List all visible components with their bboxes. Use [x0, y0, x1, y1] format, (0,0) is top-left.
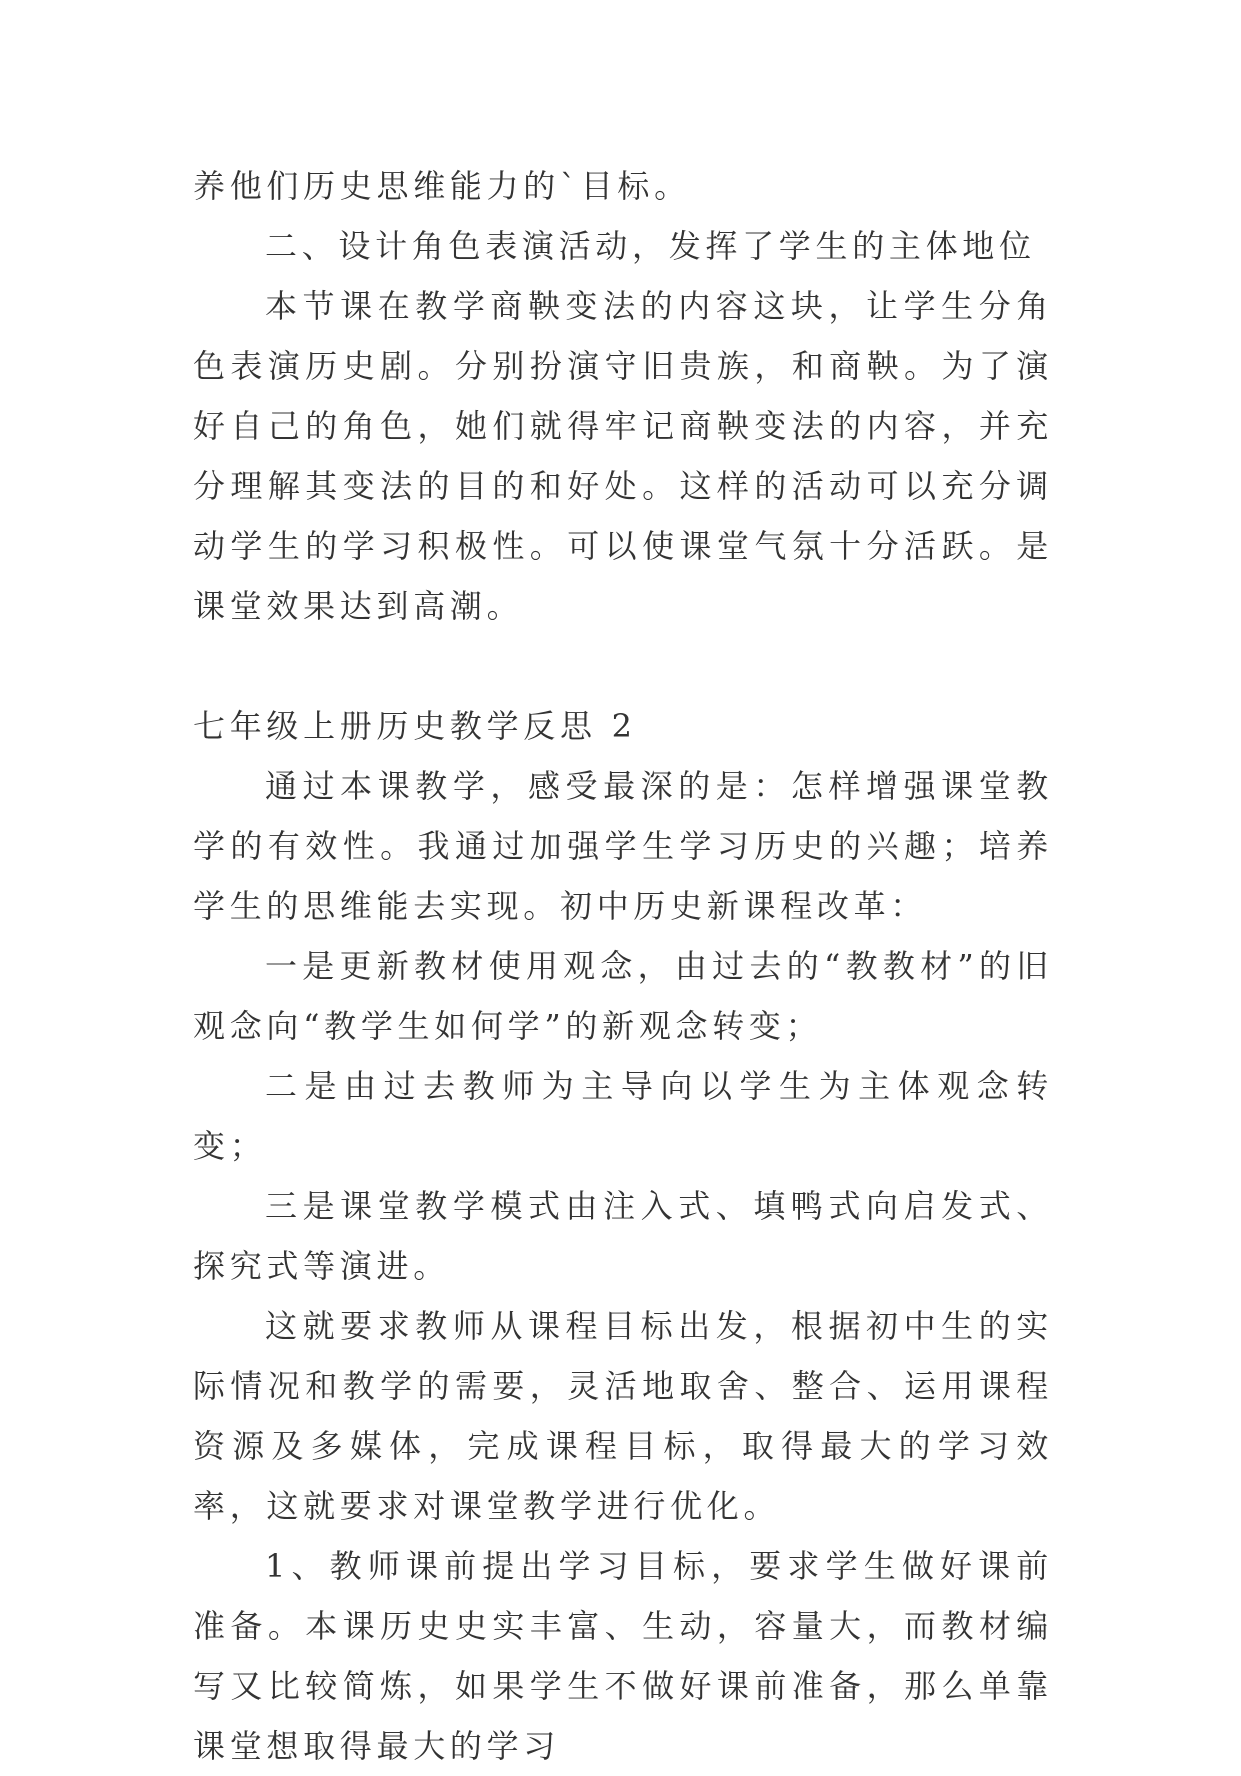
paragraph-role-play: 本节课在教学商鞅变法的内容这块，让学生分角色表演历史剧。分别扮演守旧贵族，和商鞅。为了演好自己的角色，她们就得牢记商鞅变法的内容，并充分理解其变法的目的和好处。这样的活动可以充分调动学生的学习积极性。可以使课堂气氛十分活跃。是课堂效果达到高潮。	[193, 287, 1053, 625]
subheading-role-play: 二、设计角色表演活动，发挥了学生的主体地位	[265, 227, 1036, 265]
paragraph-intro: 通过本课教学，感受最深的是：怎样增强课堂教学的有效性。我通过加强学生学习历史的兴趣；培养学生的思维能去实现。初中历史新课程改革：	[193, 767, 1053, 925]
document-body	[193, 156, 1053, 1776]
paragraph-reform-2: 二是由过去教师为主导向以学生为主体观念转变；	[193, 1067, 1053, 1165]
paragraph-point-1: 1、教师课前提出学习目标，要求学生做好课前准备。本课历史史实丰富、生动，容量大，而教材编写又比较简炼，如果学生不做好课前准备，那么单靠课堂想取得最大的学习	[193, 1547, 1053, 1765]
paragraph-requirements: 这就要求教师从课程目标出发，根据初中生的实际情况和教学的需要，灵活地取舍、整合、运用课程资源及多媒体，完成课程目标，取得最大的学习效率，这就要求对课堂教学进行优化。	[193, 1307, 1053, 1525]
paragraph-reform-1: 一是更新教材使用观念，由过去的“教教材”的旧观念向“教学生如何学”的新观念转变；	[193, 947, 1053, 1045]
section-heading: 七年级上册历史教学反思 2	[193, 707, 637, 745]
paragraph-continuation: 养他们历史思维能力的`目标。	[193, 167, 691, 205]
paragraph-reform-3: 三是课堂教学模式由注入式、填鸭式向启发式、探究式等演进。	[193, 1187, 1053, 1285]
